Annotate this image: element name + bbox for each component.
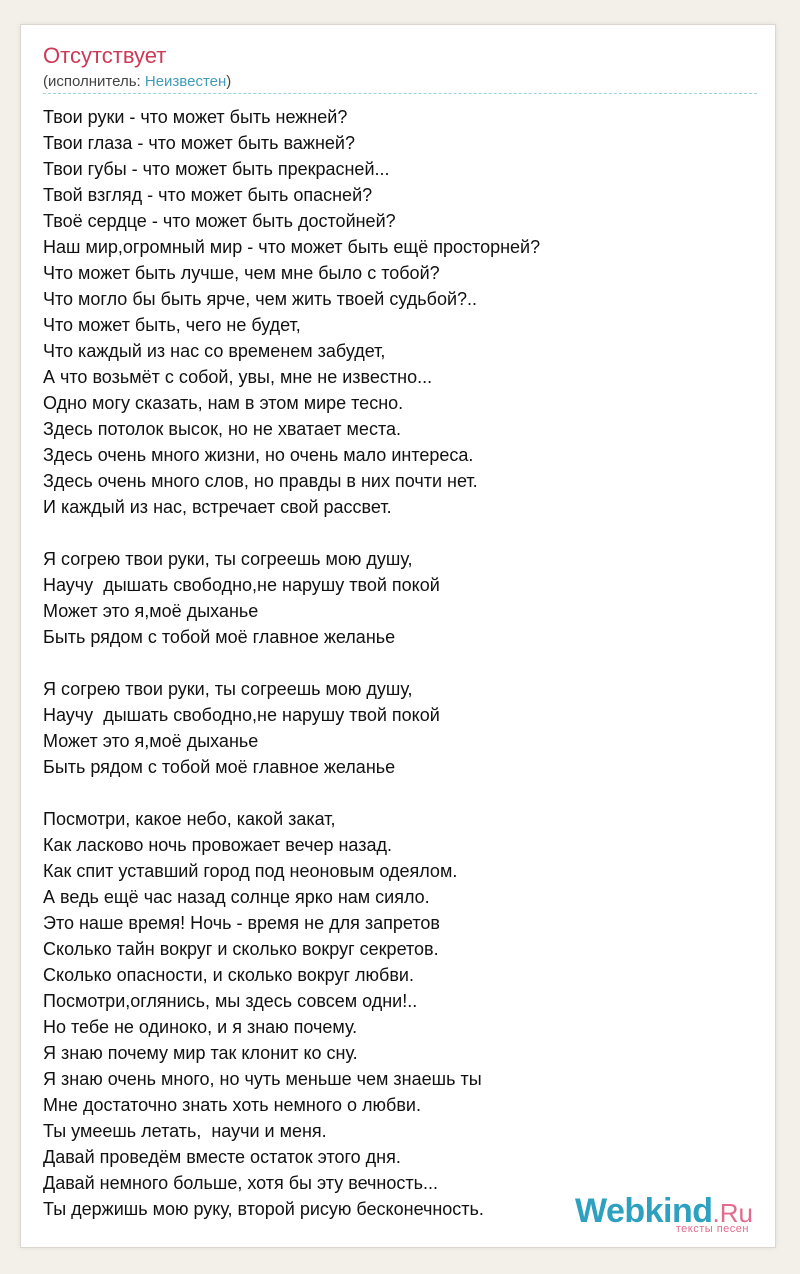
lyric-line: Одно могу сказать, нам в этом мире тесно. — [43, 393, 404, 413]
stanza — [43, 676, 759, 780]
artist-link[interactable]: Неизвестен — [144, 73, 227, 90]
lyric-line: Посмотри, какое небо, какой закат, — [43, 809, 336, 829]
lyric-line: Наш мир,огромный мир - что может быть ещё просторней? — [43, 237, 541, 257]
lyric-line: Давай немного больше, хотя бы эту вечность... — [43, 1173, 438, 1193]
lyric-line: Но тебе не одиноко, и я знаю почему. — [43, 1017, 358, 1037]
lyric-line: Сколько опасности, и сколько вокруг любви. — [43, 965, 414, 985]
lyric-line: Здесь очень много жизни, но очень мало интереса. — [43, 445, 474, 465]
lyric-line: Что может быть лучше, чем мне было с тобой? — [43, 263, 440, 283]
lyric-line: Может это я,моё дыханье — [43, 731, 259, 751]
divider — [43, 93, 757, 94]
site-logo[interactable] — [575, 1193, 753, 1235]
logo-suffix: .Ru — [712, 1198, 753, 1228]
lyric-line: Быть рядом с тобой моё главное желанье — [43, 757, 396, 777]
stanza — [43, 546, 759, 650]
artist-prefix: (исполнитель: — [43, 73, 145, 90]
lyric-line: Посмотри,оглянись, мы здесь совсем одни!.. — [43, 991, 418, 1011]
lyric-line: Я знаю очень много, но чуть меньше чем знаешь ты — [43, 1069, 482, 1089]
lyric-line: Что каждый из нас со временем забудет, — [43, 341, 386, 361]
lyric-line: Научу дышать свободно,не нарушу твой покой — [43, 705, 440, 725]
logo-main: Webkind — [574, 1192, 713, 1230]
logo-tagline: тексты песен — [675, 1223, 749, 1235]
lyric-line: Я согрею твои руки, ты согреешь мою душу, — [43, 679, 413, 699]
lyrics-text — [43, 104, 759, 1222]
lyric-line: Быть рядом с тобой моё главное желанье — [43, 627, 396, 647]
artist-line — [43, 73, 231, 91]
lyric-line: Твои губы - что может быть прекрасней... — [43, 159, 390, 179]
lyric-line: Твоё сердце - что может быть достойней? — [43, 211, 396, 231]
lyric-line: Как ласково ночь провожает вечер назад. — [43, 835, 392, 855]
lyric-line: Здесь очень много слов, но правды в них почти нет. — [43, 471, 478, 491]
lyric-line: Твои глаза - что может быть важней? — [43, 133, 355, 153]
lyric-line: Твои руки - что может быть нежней? — [43, 107, 348, 127]
stanza — [43, 806, 759, 1222]
lyric-line: Сколько тайн вокруг и сколько вокруг секретов. — [43, 939, 439, 959]
lyrics-card — [20, 24, 776, 1248]
lyric-line: Мне достаточно знать хоть немного о любви. — [43, 1095, 421, 1115]
lyric-line: Давай проведём вместе остаток этого дня. — [43, 1147, 401, 1167]
lyric-line: Что может быть, чего не будет, — [43, 315, 301, 335]
lyric-line: Как спит уставший город под неоновым одеялом. — [43, 861, 458, 881]
song-title: Отсутствует — [43, 43, 167, 68]
artist-suffix: ) — [226, 73, 232, 90]
lyric-line: Что могло бы быть ярче, чем жить твоей судьбой?.. — [43, 289, 478, 309]
lyric-line: Ты держишь мою руку, второй рисую бесконечность. — [43, 1199, 484, 1219]
lyric-line: Научу дышать свободно,не нарушу твой покой — [43, 575, 440, 595]
lyric-line: Я знаю почему мир так клонит ко сну. — [43, 1043, 358, 1063]
lyric-line: Здесь потолок высок, но не хватает места. — [43, 419, 401, 439]
lyric-line: А что возьмёт с собой, увы, мне не известно... — [43, 367, 433, 387]
lyric-line: Твой взгляд - что может быть опасней? — [43, 185, 373, 205]
lyric-line: А ведь ещё час назад солнце ярко нам сияло. — [43, 887, 430, 907]
stanza — [43, 104, 759, 520]
lyric-line: Ты умеешь летать, научи и меня. — [43, 1121, 327, 1141]
lyric-line: Может это я,моё дыханье — [43, 601, 259, 621]
lyric-line: И каждый из нас, встречает свой рассвет. — [43, 497, 392, 517]
lyric-line: Это наше время! Ночь - время не для запретов — [43, 913, 440, 933]
lyric-line: Я согрею твои руки, ты согреешь мою душу, — [43, 549, 413, 569]
